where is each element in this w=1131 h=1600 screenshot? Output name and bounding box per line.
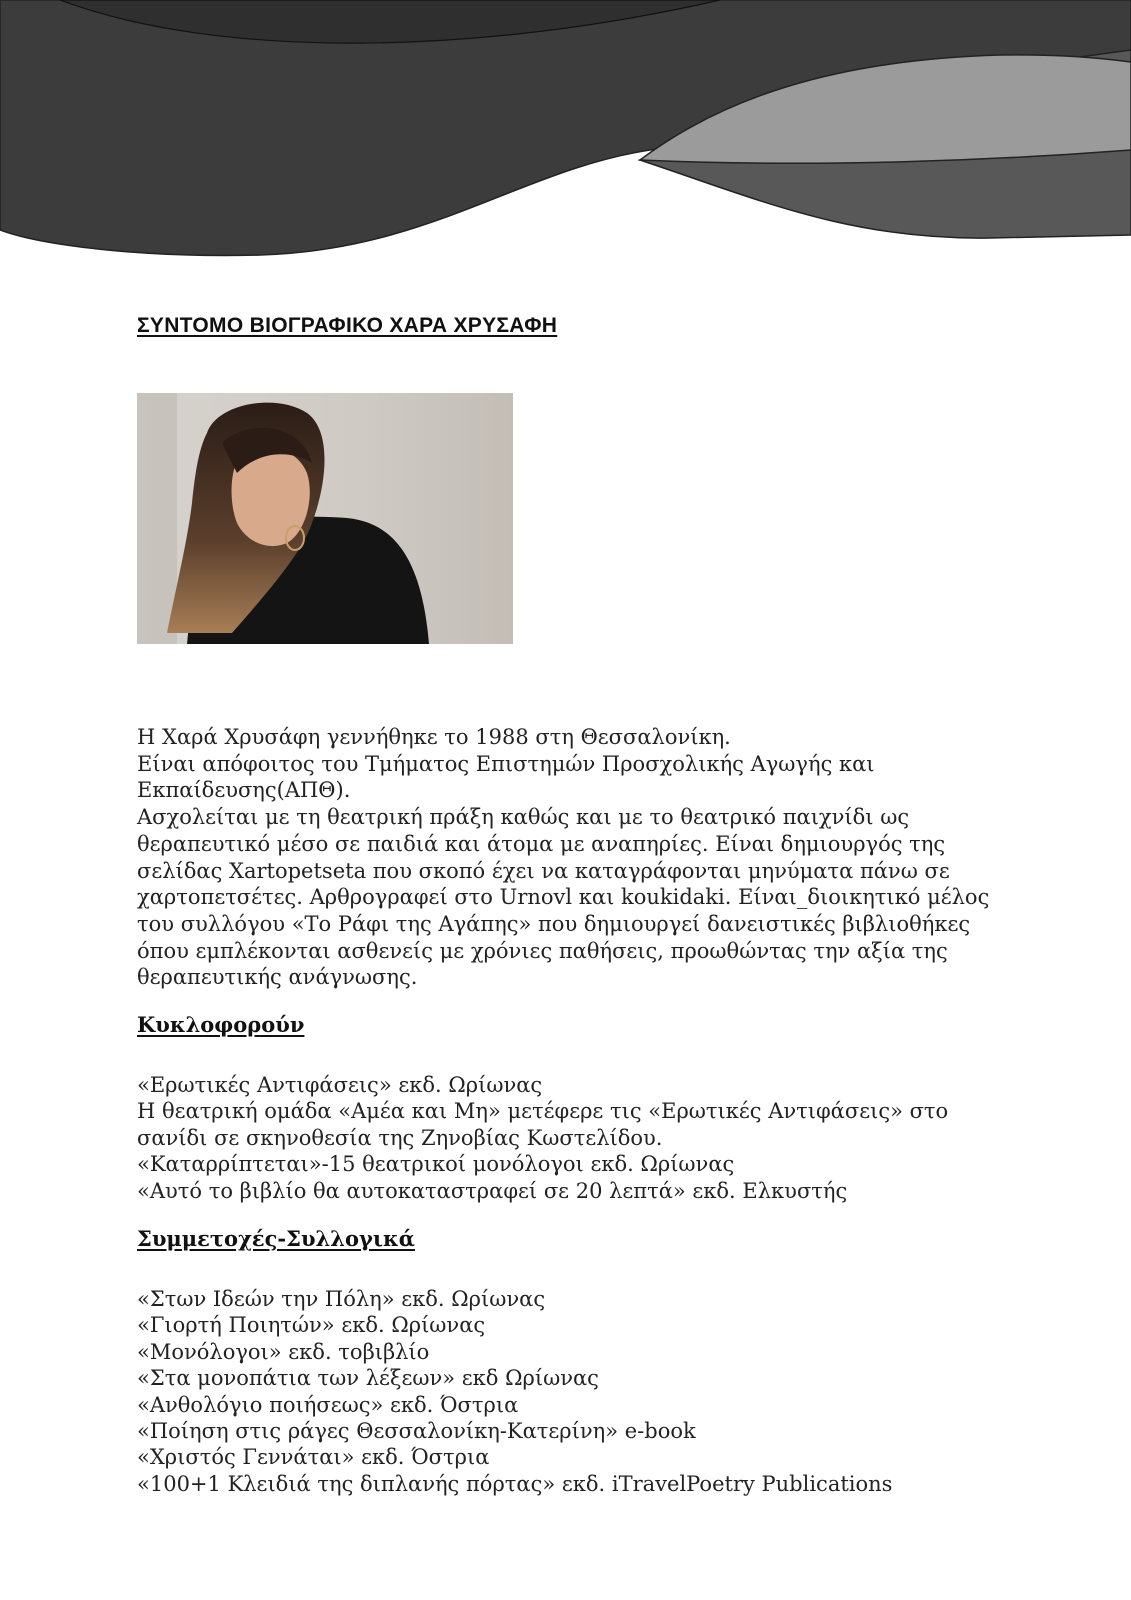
- bio-line: σελίδας Xartopetseta που σκοπό έχει να καταγράφονται μηνύματα πάνω σε: [137, 858, 950, 883]
- bio-line: Εκπαίδευσης(ΑΠΘ).: [137, 778, 351, 803]
- bio-line: θεραπευτικής ανάγνωσης.: [137, 965, 418, 990]
- header-wave-decoration: [0, 0, 1131, 290]
- bio-line: Ασχολείται με τη θεατρική πράξη καθώς και με το θεατρικό παιχνίδι ως: [137, 805, 910, 830]
- bio-line: Είναι απόφοιτος του Τμήματος Επιστημών Προσχολικής Αγωγής και: [137, 751, 875, 776]
- list-item: σανίδι σε σκηνοθεσία της Ζηνοβίας Κωστελίδου.: [137, 1125, 663, 1150]
- list-item: «Αυτό το βιβλίο θα αυτοκαταστραφεί σε 20 λεπτά» εκδ. Ελκυστής: [137, 1178, 848, 1203]
- list-item: Η θεατρική ομάδα «Αμέα και Μη» μετέφερε τις «Ερωτικές Αντιφάσεις» στο: [137, 1099, 949, 1124]
- published-heading: Κυκλοφορούν: [137, 1012, 305, 1037]
- page-title: ΣΥΝΤΟΜΟ ΒΙΟΓΡΑΦΙΚΟ ΧΑΡΑ ΧΡΥΣΑΦΗ: [137, 314, 558, 337]
- biography-text: [137, 724, 1017, 991]
- author-portrait-photo: [137, 393, 513, 644]
- bio-line: χαρτοπετσέτες. Αρθρογραφεί στο Urnovl και koukidaki. Είναι_διοικητικό μέλος: [137, 885, 990, 910]
- bio-line: όπου εμπλέκονται ασθενείς με χρόνιες παθήσεις, προωθώντας την αξία της: [137, 938, 948, 963]
- published-list: [137, 1072, 1037, 1204]
- list-item: «Μονόλογοι» εκδ. τοβιβλίο: [137, 1339, 430, 1364]
- bio-line: θεραπευτικό μέσο σε παιδιά και άτομα με αναπηρίες. Είναι δημιουργός της: [137, 831, 946, 856]
- list-item: «Ανθολόγιο ποιήσεως» εκδ. Όστρια: [137, 1392, 519, 1417]
- list-item: «100+1 Κλειδιά της διπλανής πόρτας» εκδ. iTravelPoetry Publications: [137, 1471, 893, 1496]
- anthologies-heading: Συμμετοχές-Συλλογικά: [137, 1226, 415, 1251]
- list-item: «Γιορτή Ποιητών» εκδ. Ωρίωνας: [137, 1313, 486, 1338]
- list-item: «Στων Ιδεών την Πόλη» εκδ. Ωρίωνας: [137, 1287, 546, 1311]
- bio-line: του συλλόγου «Το Ράφι της Αγάπης» που δημιουργεί δανειστικές βιβλιοθήκες: [137, 911, 971, 936]
- list-item: «Ερωτικές Αντιφάσεις» εκδ. Ωρίωνας: [137, 1073, 543, 1097]
- list-item: «Ποίηση στις ράγες Θεσσαλονίκη-Κατερίνη» e-book: [137, 1419, 696, 1444]
- list-item: «Καταρρίπτεται»-15 θεατρικοί μονόλογοι εκδ. Ωρίωνας: [137, 1152, 735, 1177]
- bio-line: Η Χαρά Χρυσάφη γεννήθηκε το 1988 στη Θεσσαλονίκη.: [137, 725, 731, 749]
- anthologies-list: [137, 1286, 1037, 1497]
- list-item: «Στα μονοπάτια των λέξεων» εκδ Ωρίωνας: [137, 1366, 599, 1391]
- list-item: «Χριστός Γεννάται» εκδ. Όστρια: [137, 1445, 490, 1470]
